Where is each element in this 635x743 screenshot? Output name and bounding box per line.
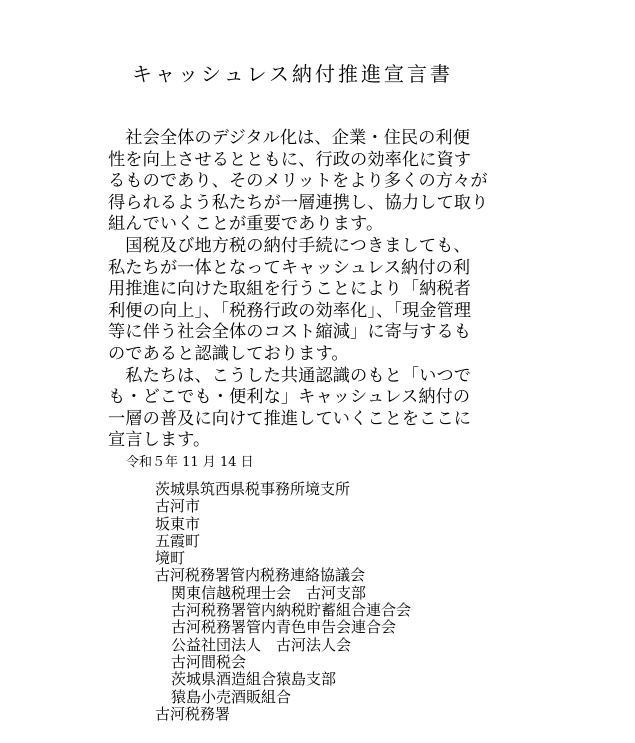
signatory-item: 古河税務署管内青色申告会連合会 (171, 618, 397, 637)
signatory-item: 境町 (155, 549, 186, 568)
signatory-item: 関東信越税理士会 古河支部 (171, 583, 367, 602)
document-title: キャッシュレス納付推進宣言書 (132, 62, 453, 86)
body-line: 組んでいくことが重要であります。 (108, 214, 384, 235)
signatory-item: 古河税務署管内納税貯蓄組合連合会 (171, 601, 412, 620)
declaration-body (108, 128, 528, 452)
signatory-item: 茨城県酒造組合猿島支部 (171, 670, 337, 689)
body-line: 得られるよう私たちが一層連携し、協力して取り (108, 192, 489, 213)
body-line: 私たちは、こうした共通認識のもと「いつで (108, 365, 472, 386)
body-line: 性を向上させるとともに、行政の効率化に資す (108, 149, 472, 170)
body-line: 一層の普及に向けて推進していくことをここに (108, 408, 472, 429)
signatory-item: 猿島小売酒販組合 (171, 687, 292, 706)
signatory-item: 五霞町 (155, 531, 201, 550)
body-line: 私たちが一体となってキャッシュレス納付の利 (108, 257, 471, 278)
signatory-item: 公益社団法人 古河法人会 (171, 635, 352, 654)
body-line: のであると認識しております。 (108, 343, 349, 364)
body-line: 宣言します。 (108, 430, 211, 451)
declaration-date: 令和５年 11 月 14 日 (126, 455, 254, 470)
signatory-item: 古河間税会 (171, 652, 247, 671)
signatory-item: 古河税務署管内税務連絡協議会 (155, 566, 366, 585)
body-line: 利便の向上」、「税務行政の効率化」、「現金管理 (108, 300, 472, 321)
signatory-list (155, 481, 515, 723)
signatory-item: 坂東市 (155, 514, 201, 533)
body-line: 用推進に向けた取組を行うことにより「納税者 (108, 279, 472, 300)
signatory-item: 古河税務署 (155, 704, 231, 723)
body-line: も・どこでも・便利な」キャッシュレス納付の (108, 387, 471, 408)
body-line: 社会全体のデジタル化は、企業・住民の利便 (108, 128, 471, 148)
body-line: 等に伴う社会全体のコスト縮減」に寄与するも (108, 322, 472, 343)
body-line: 国税及び地方税の納付手続につきましても、 (108, 235, 471, 256)
body-line: るものであり、そのメリットをより多くの方々が (108, 171, 488, 192)
signatory-item: 茨城県筑西県税事務所境支所 (155, 480, 351, 498)
signatory-item: 古河市 (155, 497, 201, 516)
